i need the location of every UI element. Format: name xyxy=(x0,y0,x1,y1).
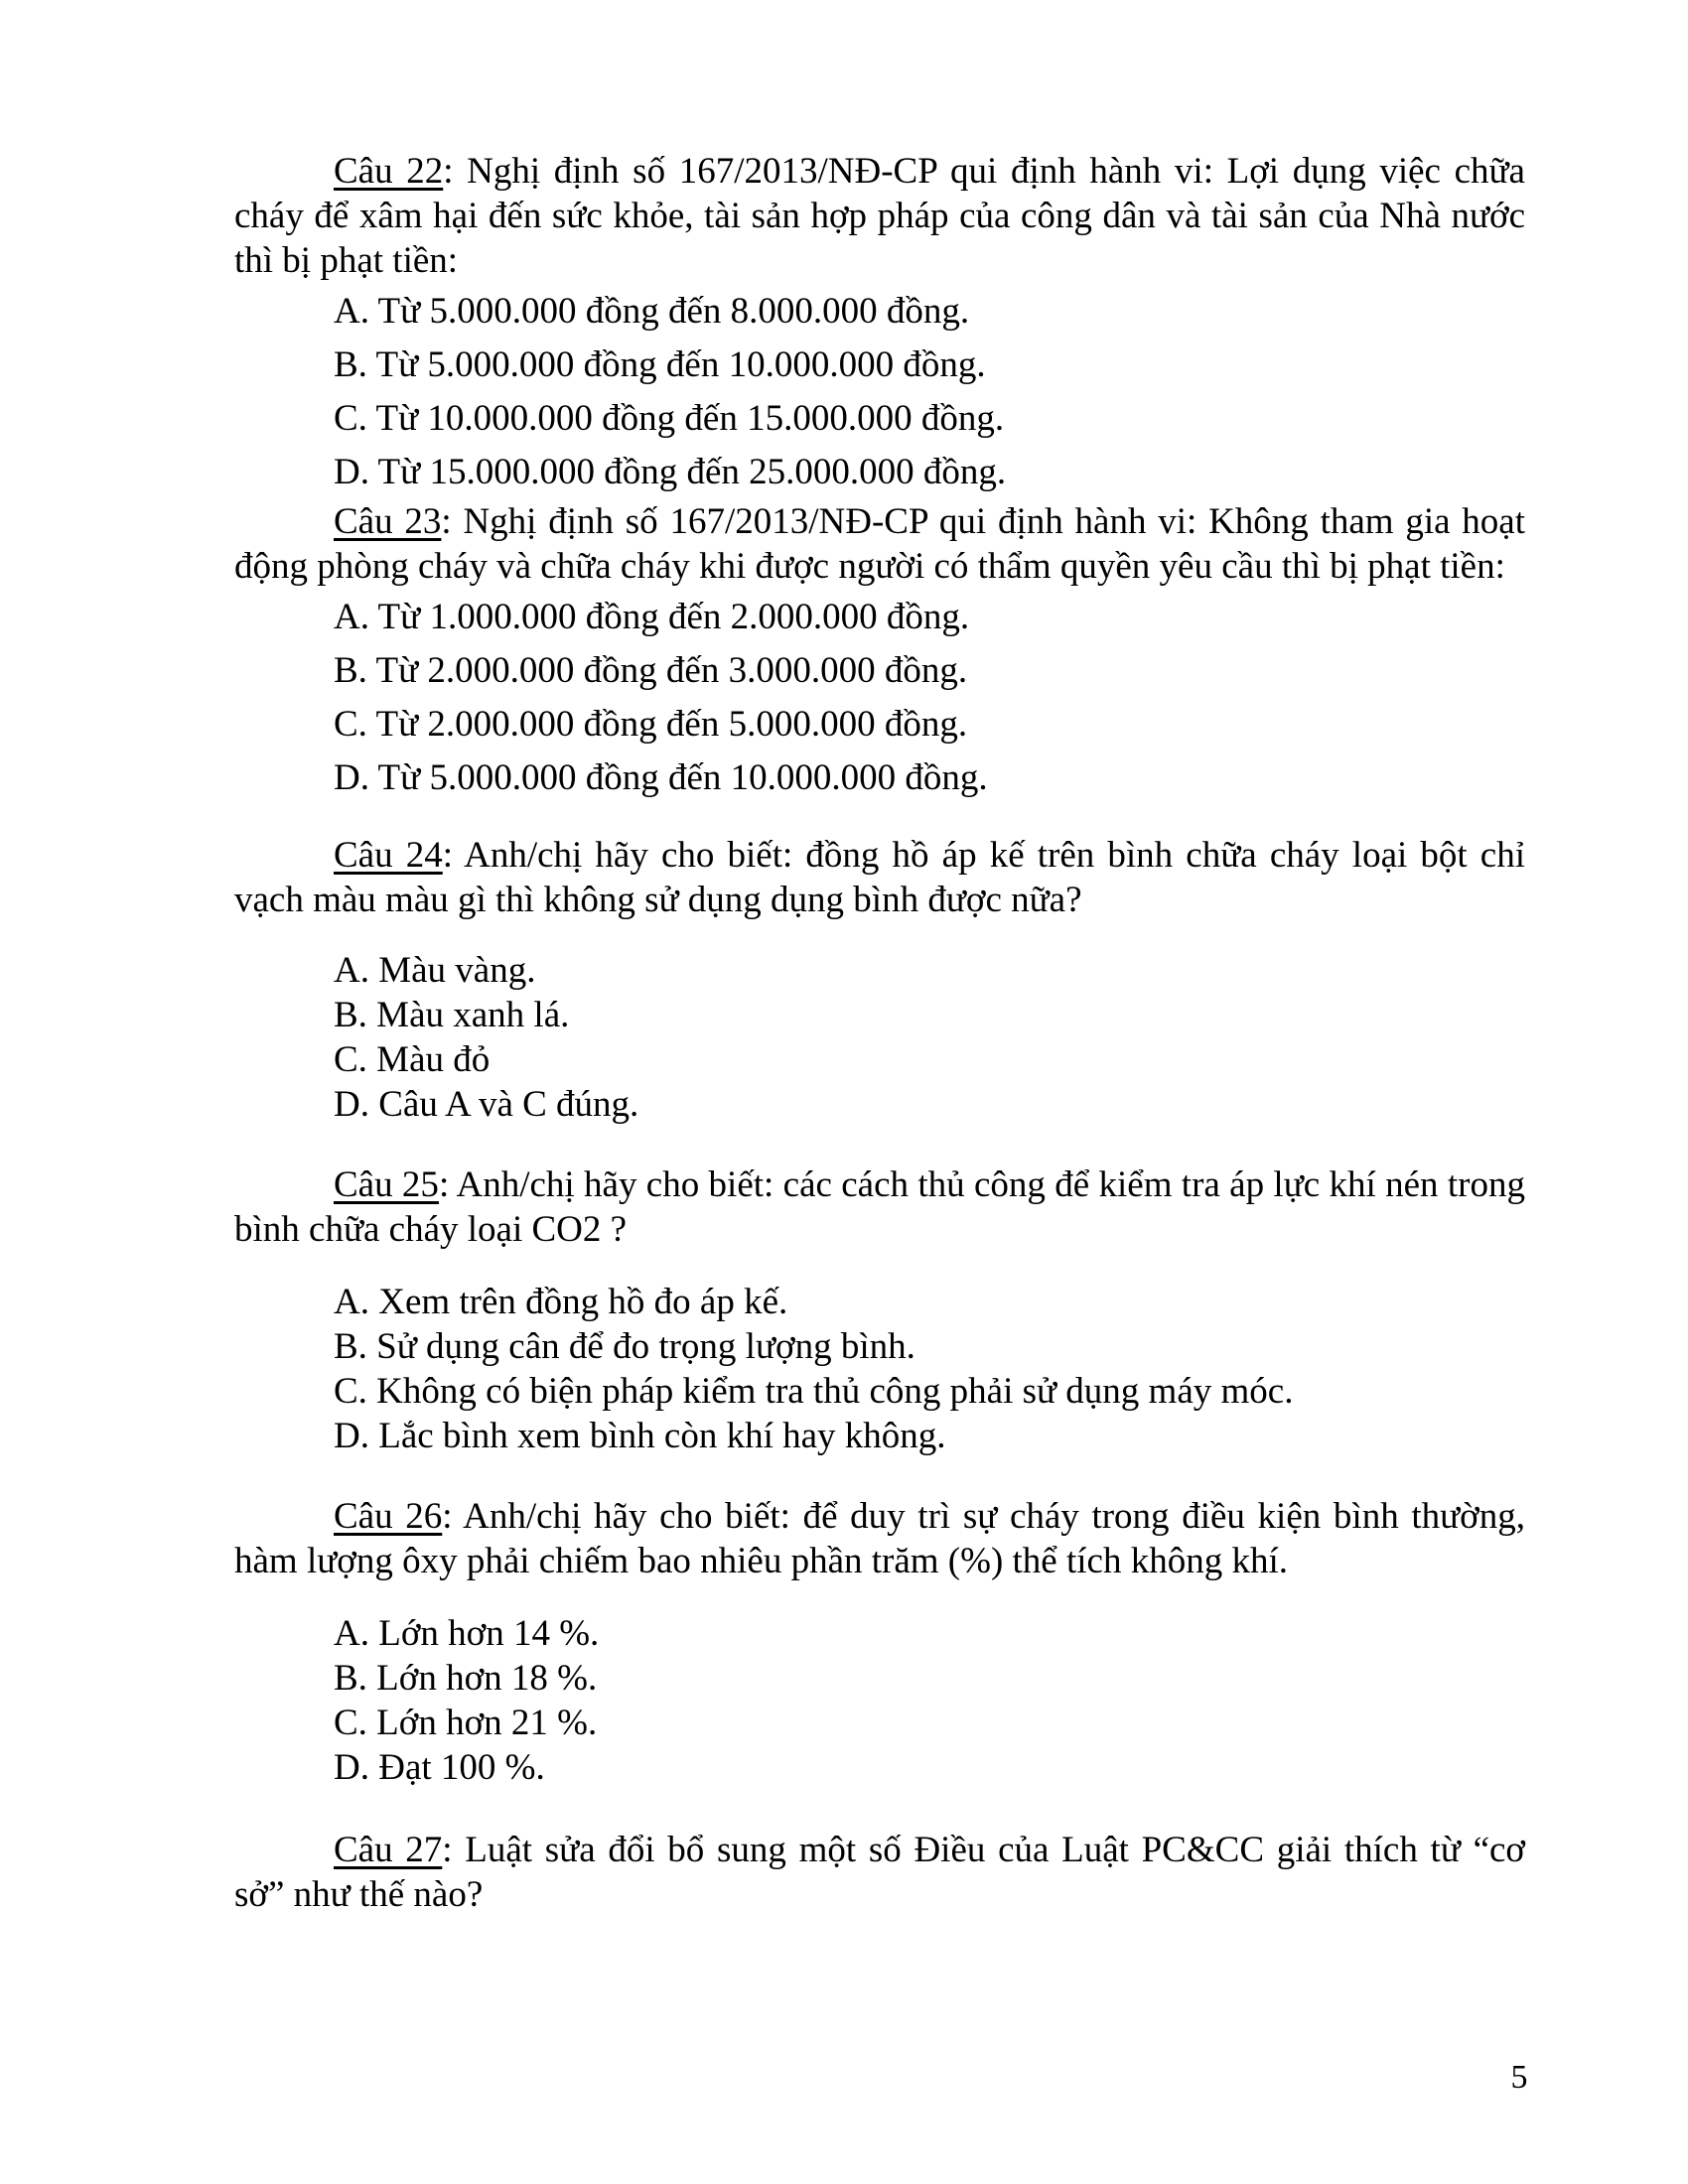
question-24-options xyxy=(234,948,1525,1127)
question-26 xyxy=(234,1494,1525,1583)
question-24-option-a: A. Màu vàng. xyxy=(334,950,536,991)
question-25-label: Câu 25 xyxy=(334,1164,439,1205)
question-24-option-c: C. Màu đỏ xyxy=(334,1039,491,1080)
question-23-option-c: C. Từ 2.000.000 đồng đến 5.000.000 đồng. xyxy=(334,704,968,745)
question-23-option-d: D. Từ 5.000.000 đồng đến 10.000.000 đồng. xyxy=(334,757,988,798)
question-26-option-c: C. Lớn hơn 21 %. xyxy=(334,1703,598,1743)
question-25-option-d: D. Lắc bình xem bình còn khí hay không. xyxy=(334,1416,946,1456)
question-26-option-a: A. Lớn hơn 14 %. xyxy=(334,1613,600,1654)
document-page xyxy=(234,149,1525,1917)
question-24-option-b: B. Màu xanh lá. xyxy=(334,995,570,1035)
question-26-options xyxy=(234,1611,1525,1790)
question-25-option-b: B. Sử dụng cân để đo trọng lượng bình. xyxy=(334,1326,915,1367)
question-27 xyxy=(234,1828,1525,1917)
question-23-label: Câu 23 xyxy=(334,501,442,542)
question-24 xyxy=(234,833,1525,922)
question-25 xyxy=(234,1162,1525,1252)
question-22-options xyxy=(234,285,1525,499)
question-25-text: : Anh/chị hãy cho biết: các cách thủ công để kiểm tra áp lực khí nén trong bình chữa cháy loại CO2 ? xyxy=(234,1164,1525,1250)
question-23-option-b: B. Từ 2.000.000 đồng đến 3.000.000 đồng. xyxy=(334,650,968,691)
question-26-option-b: B. Lớn hơn 18 %. xyxy=(334,1658,598,1699)
question-22-text: : Nghị định số 167/2013/NĐ-CP qui định hành vi: Lợi dụng việc chữa cháy để xâm hại đến sức khỏe, tài sản hợp pháp của công dân và tài sản của Nhà nước thì bị phạt tiền: xyxy=(234,151,1525,281)
question-23-options xyxy=(234,591,1525,805)
question-27-label: Câu 27 xyxy=(334,1830,443,1870)
question-26-option-d: D. Đạt 100 %. xyxy=(334,1747,545,1788)
question-26-text: : Anh/chị hãy cho biết: để duy trì sự cháy trong điều kiện bình thường, hàm lượng ôxy phải chiếm bao nhiêu phần trăm (%) thể tích không khí. xyxy=(234,1496,1525,1581)
question-25-options xyxy=(234,1280,1525,1458)
question-24-label: Câu 24 xyxy=(334,835,443,876)
question-24-text: : Anh/chị hãy cho biết: đồng hồ áp kế trên bình chữa cháy loại bột chỉ vạch màu màu gì thì không sử dụng dụng bình được nữa? xyxy=(234,835,1525,920)
question-23 xyxy=(234,499,1525,589)
question-23-text: : Nghị định số 167/2013/NĐ-CP qui định hành vi: Không tham gia hoạt động phòng cháy và chữa cháy khi được người có thẩm quyền yêu cầu thì bị phạt tiền: xyxy=(234,501,1526,587)
question-22-option-c: C. Từ 10.000.000 đồng đến 15.000.000 đồng. xyxy=(334,398,1005,439)
question-22-option-a: A. Từ 5.000.000 đồng đến 8.000.000 đồng. xyxy=(334,291,970,332)
question-25-option-c: C. Không có biện pháp kiểm tra thủ công phải sử dụng máy móc. xyxy=(334,1371,1294,1412)
question-22 xyxy=(234,149,1525,283)
question-23-option-a: A. Từ 1.000.000 đồng đến 2.000.000 đồng. xyxy=(334,597,970,637)
question-22-option-b: B. Từ 5.000.000 đồng đến 10.000.000 đồng. xyxy=(334,344,986,385)
question-24-option-d: D. Câu A và C đúng. xyxy=(334,1084,639,1125)
question-25-option-a: A. Xem trên đồng hồ đo áp kế. xyxy=(334,1282,788,1322)
question-22-label: Câu 22 xyxy=(334,151,444,192)
question-22-option-d: D. Từ 15.000.000 đồng đến 25.000.000 đồng. xyxy=(334,452,1007,492)
page-number: 5 xyxy=(1510,2059,1528,2096)
question-27-text: : Luật sửa đổi bổ sung một số Điều của Luật PC&CC giải thích từ “cơ sở” như thế nào? xyxy=(234,1830,1525,1915)
question-26-label: Câu 26 xyxy=(334,1496,443,1537)
